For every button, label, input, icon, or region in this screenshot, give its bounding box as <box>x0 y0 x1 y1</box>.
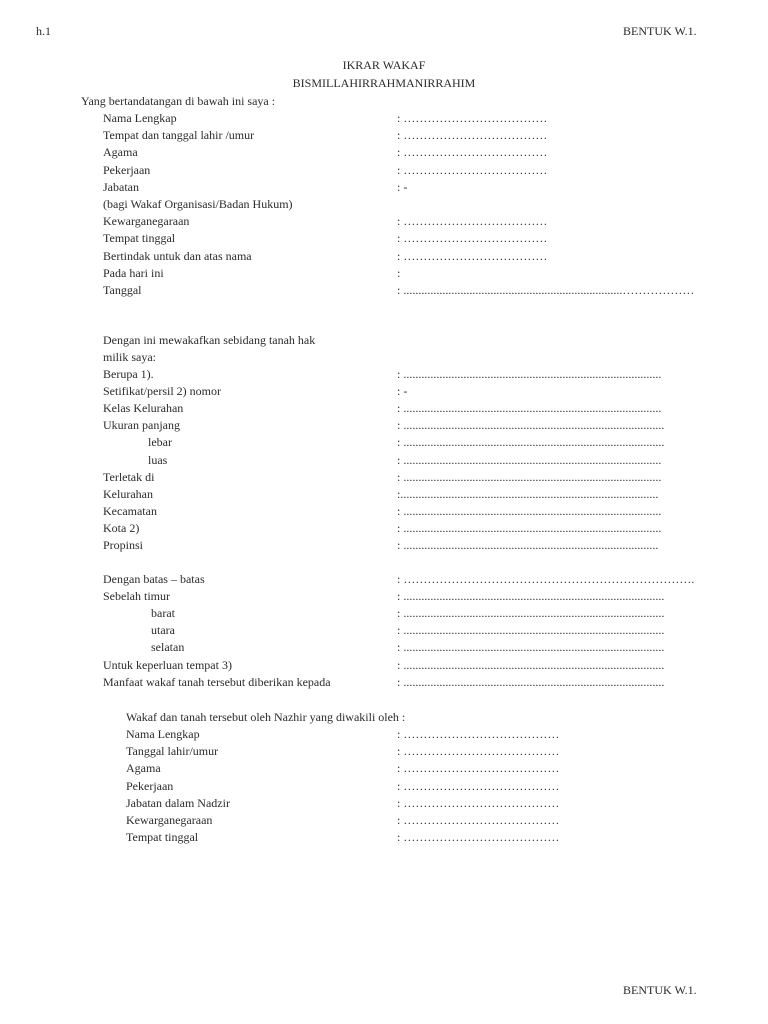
border-field-row <box>0 674 768 691</box>
field-label: Pekerjaan <box>103 162 151 177</box>
wakif-field-row <box>0 213 768 230</box>
field-label: Bertindak untuk dan atas nama <box>103 248 252 263</box>
field-label: Agama <box>103 145 138 160</box>
document-title: IKRAR WAKAF <box>342 58 426 72</box>
field-value-blank[interactable]: : ………………………………… <box>397 727 560 741</box>
field-value-blank[interactable]: : ……………………………… <box>397 128 548 143</box>
land-intro-line1: Dengan ini mewakafkan sebidang tanah hak <box>103 333 316 347</box>
field-value-blank[interactable]: : ....................................................................................... <box>397 589 665 604</box>
border-field-row <box>0 657 768 674</box>
nazhir-intro: Wakaf dan tanah tersebut oleh Nazhir yang diwakili oleh : <box>126 710 406 724</box>
field-label: Ukuran panjang <box>103 418 180 433</box>
field-value-blank[interactable]: : ..................................................................................... <box>397 538 659 552</box>
field-label: Tempat tinggal <box>126 830 199 845</box>
nazhir-field-row <box>0 795 768 812</box>
field-label: Jabatan <box>103 179 139 194</box>
field-label: Untuk keperluan tempat 3) <box>103 657 232 672</box>
field-label: Dengan batas – batas <box>103 572 205 586</box>
border-field-row <box>0 639 768 656</box>
field-label: Berupa 1). <box>103 367 154 381</box>
land-field-row <box>0 537 768 554</box>
land-intro-line2: milik saya: <box>103 350 156 364</box>
field-label: Kota 2) <box>103 520 140 535</box>
field-value-blank[interactable]: : ...................................................................................... <box>397 520 662 535</box>
field-value-blank[interactable]: : ………………………………… <box>397 744 560 759</box>
field-value-blank[interactable]: : ……………………………… <box>397 111 548 125</box>
nazhir-field-row <box>0 726 768 743</box>
field-value-blank[interactable]: : ....................................................................................... <box>397 606 665 621</box>
field-label: Jabatan dalam Nadzir <box>126 795 230 810</box>
form-code-footer: BENTUK W.1. <box>623 983 697 997</box>
land-field-row <box>0 452 768 469</box>
field-label: Kelas Kelurahan <box>103 401 184 416</box>
border-field-row <box>0 571 768 588</box>
field-value-blank[interactable]: : ………………………………… <box>397 778 560 793</box>
field-value-blank[interactable]: : ……………………………… <box>397 145 548 160</box>
field-value-blank[interactable]: : - <box>397 384 408 399</box>
field-value-blank[interactable]: : ………………………………… <box>397 795 560 810</box>
field-value-blank[interactable]: : ...................................................................................... <box>397 401 662 416</box>
field-value-blank[interactable]: :...................................................................................... <box>397 486 659 501</box>
land-field-row <box>0 486 768 503</box>
land-field-row <box>0 417 768 434</box>
field-value-blank[interactable]: : ………………………………… <box>397 761 560 776</box>
field-label: barat <box>151 606 175 621</box>
wakif-field-row <box>0 110 768 127</box>
nazhir-field-row <box>0 760 768 777</box>
field-label: luas <box>148 452 168 467</box>
field-label: utara <box>151 623 175 638</box>
field-value-blank[interactable]: : ....................................................................................... <box>397 623 665 638</box>
nazhir-field-row <box>0 812 768 829</box>
wakif-field-row <box>0 127 768 144</box>
page-number: h.1 <box>36 24 51 38</box>
field-label: Pada hari ini <box>103 265 164 280</box>
land-field-row <box>0 366 768 383</box>
field-label: Sebelah timur <box>103 589 170 604</box>
field-label: Nama Lengkap <box>103 111 177 125</box>
field-value-blank[interactable]: : <box>397 265 401 280</box>
field-label: Tanggal lahir/umur <box>126 744 219 759</box>
field-value-blank[interactable]: : ………………………………… <box>397 813 560 827</box>
nazhir-field-row <box>0 778 768 795</box>
land-field-row <box>0 469 768 486</box>
field-value-blank[interactable]: : ....................................................................................... <box>397 435 665 450</box>
land-field-row <box>0 520 768 537</box>
wakif-field-row <box>0 265 768 282</box>
field-label: (bagi Wakaf Organisasi/Badan Hukum) <box>103 197 293 211</box>
field-value-blank[interactable]: : ………………………………… <box>397 830 560 845</box>
document-subtitle: BISMILLAHIRRAHMANIRRAHIM <box>292 76 476 90</box>
field-value-blank[interactable]: : ....................................................................................... <box>397 418 665 433</box>
field-label: Setifikat/persil 2) nomor <box>103 384 221 399</box>
field-label: Agama <box>126 761 161 776</box>
field-value-blank[interactable]: : ....................................................................................... <box>397 657 665 672</box>
border-field-row <box>0 588 768 605</box>
border-field-row <box>0 605 768 622</box>
field-value-blank[interactable]: : ...................................................................................... <box>397 469 662 484</box>
field-label: Propinsi <box>103 538 144 552</box>
field-label: Tanggal <box>103 283 142 297</box>
field-value-blank[interactable]: : ...................................................................................... <box>397 503 662 518</box>
field-label: Kelurahan <box>103 486 153 501</box>
land-field-row <box>0 383 768 400</box>
field-label: Kecamatan <box>103 503 157 518</box>
field-label: Kewarganegaraan <box>103 214 190 229</box>
field-label: Kewarganegaraan <box>126 813 213 827</box>
wakif-field-row <box>0 162 768 179</box>
wakif-field-row <box>0 230 768 247</box>
field-value-blank[interactable]: : ………………………………………………………………. <box>397 572 695 586</box>
field-value-blank[interactable]: : ……………………………… <box>397 162 548 177</box>
field-label: lebar <box>148 435 172 450</box>
field-label: Nama Lengkap <box>126 727 200 741</box>
field-value-blank[interactable]: : - <box>397 179 408 194</box>
field-value-blank[interactable]: : ……………………………… <box>397 214 548 229</box>
field-label: Tempat tinggal <box>103 231 176 246</box>
field-value-blank[interactable]: : ……………………………… <box>397 231 548 246</box>
border-field-row <box>0 622 768 639</box>
field-label: Manfaat wakaf tanah tersebut diberikan kepada <box>103 674 331 689</box>
wakif-field-row <box>0 282 768 299</box>
wakif-field-row <box>0 248 768 265</box>
land-field-row <box>0 434 768 451</box>
wakif-field-row <box>0 196 768 213</box>
field-label: Pekerjaan <box>126 778 174 793</box>
nazhir-field-row <box>0 743 768 760</box>
field-value-blank[interactable]: : ....................................................................................... <box>397 674 665 689</box>
wakif-field-row <box>0 179 768 196</box>
field-value-blank[interactable]: : ……………………………… <box>397 248 548 263</box>
field-label: Terletak di <box>103 469 155 484</box>
wakif-field-row <box>0 144 768 161</box>
field-value-blank[interactable]: : .........................................................................……………… <box>397 283 695 297</box>
field-value-blank[interactable]: : ....................................................................................... <box>397 640 665 655</box>
nazhir-field-row <box>0 829 768 846</box>
field-value-blank[interactable]: : ...................................................................................... <box>397 452 662 467</box>
intro-statement: Yang bertandatangan di bawah ini saya : <box>81 94 276 108</box>
form-code-header: BENTUK W.1. <box>623 24 697 38</box>
field-value-blank[interactable]: : ...................................................................................... <box>397 367 662 381</box>
land-field-row <box>0 400 768 417</box>
land-field-row <box>0 503 768 520</box>
field-label: Tempat dan tanggal lahir /umur <box>103 128 255 143</box>
field-label: selatan <box>151 640 185 655</box>
